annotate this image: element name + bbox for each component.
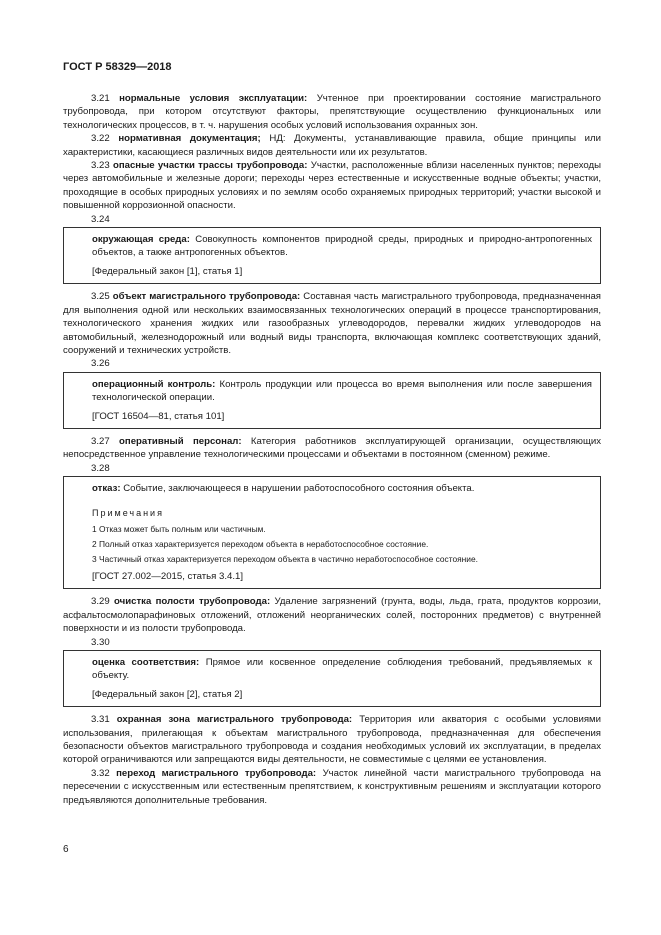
entry-3-21: 3.21 нормальные условия эксплуатации: Учтенное при проектировании состояние магистрального трубопровода, при котором отсутствуют факторы, препятствующие осуществлению функциональных или технологических процессов, в т. ч. нарушения особых условий использования охранных зон. [63,93,601,131]
note-item: 2 Полный отказ характеризуется переходом объекта в неработоспособное состояние. [92,538,429,549]
entry-3-25: 3.25 объект магистрального трубопровода: Составная часть магистрального трубопровода, предназначенная для выполнения одной или нескольких взаимосвязанных технологических операций в процессе транспортирования, технологического хранения жидких или газообразных углеводородов, перевалки жидких углеводородов на автомобильный, железнодорожный или водный виды транспорта, включающая комплекс соответствующих зданий, сооружений и технических устройств. [63,291,601,356]
definition: Совокупность компонентов природной среды, природных и природно-антропогенных объектов, а также антропогенных объектов. [92,234,592,259]
term: оперативный персонал: [119,435,242,447]
note-item: 3 Частичный отказ характеризуется переходом объекта в частично неработоспособное состояние. [92,553,478,564]
entry-3-23: 3.23 опасные участки трассы трубопровода: Участки, расположенные вблизи населенных пунктов; переходы через автомобильные и железные дороги; переходы через естественные и искусственные водные объекты; участки, проходящие в особых природных условиях и по землям особо охраняемых природных территорий; участки высокой и повышенной коррозионной опасности. [63,160,602,212]
source-reference: [Федеральный закон [2], статья 2] [92,688,243,700]
definition: Категория работников эксплуатирующей организации, осуществляющих непосредственное управление технологическими процессами и объектами в постоянном (сменном) режиме. [63,435,602,461]
entry-3-32: 3.32 переход магистрального трубопровода: Участок линейной части магистрального трубопровода на пересечении с искусственным или естественным препятствием, к конструктивным решениям и эксплуатации которого предъявляются дополнительные требования. [63,767,602,806]
definition: Событие, заключающееся в нарушении работоспособного состояния объекта. [123,483,475,495]
definition-box-3-28 [63,476,601,589]
note-item: 1 Отказ может быть полным или частичным. [92,523,266,534]
entry-number: 3.24 [91,213,110,225]
term: охранная зона магистрального трубопровода: [116,714,353,726]
page-number: 6 [63,844,69,855]
term: оценка соответствия: [92,657,200,668]
entry-3-27: 3.27 оперативный персонал: Категория работников эксплуатирующей организации, осуществляющих непосредственное управление технологическими процессами и объектами в постоянном (сменном) режиме. [63,435,602,461]
notes-title: Примечания [92,507,164,518]
definition-box-3-24 [63,227,601,284]
entry-number: 3.30 [91,636,110,648]
term: операционный контроль: [92,378,216,390]
term: отказ: [92,483,121,495]
source-reference: [ГОСТ 16504—81, статья 101] [92,410,225,422]
term: очистка полости трубопровода: [114,596,271,608]
definition: Участок линейной части магистрального трубопровода на пересечении с искусственным или естественным препятствием, к конструктивным решениям и эксплуатации которого предъявляются дополнительные требования. [63,767,602,806]
entry-3-22: 3.22 нормативная документация; НД: Документы, устанавливающие правила, общие принципы или характеристики, касающиеся различных видов деятельности или их результатов. [63,133,601,158]
definition: Участки, расположенные вблизи населенных пунктов; переходы через автомобильные и железные дороги; переходы через естественные и искусственные водные объекты; участки, проходящие в особых природных условиях и по землям особо охраняемых природных территорий; участки высокой и повышенной коррозионной опасности. [63,160,602,212]
definition: НД: Документы, устанавливающие правила, общие принципы или характеристики, касающиеся различных видов деятельности или их результатов. [63,133,601,158]
definition-box-3-30 [63,650,601,707]
definition-box-3-26 [63,372,601,429]
definition: Контроль продукции или процесса во время выполнения или после завершения технологической операции. [92,378,592,404]
definition: Учтенное при проектировании состояние магистрального трубопровода, при котором отсутствуют факторы, препятствующие осуществлению функциональных или технологических процессов, в т. ч. нарушения особых условий использования охранных зон. [63,93,601,131]
term: опасные участки трассы трубопровода: [112,160,308,172]
source-reference: [ГОСТ 27.002—2015, статья 3.4.1] [92,570,243,582]
definition: Удаление загрязнений (грунта, воды, льда, грата, продуктов коррозии, асфальтосмолопарафиновых отложений, отложений неорганических солей, посторонних предметов) с внутренней поверхности и из полости трубопровода. [63,596,602,635]
document-body [63,92,601,807]
term: нормативная документация; [118,133,261,145]
document-header: ГОСТ Р 58329—2018 [63,61,172,73]
entry-number: 3.28 [91,462,110,474]
term: нормальные условия эксплуатации: [119,93,308,104]
entry-number: 3.26 [91,358,110,370]
term: объект магистрального трубопровода: [112,291,301,303]
definition: Территория или акватория с особыми условиями использования, прилегающая к объектам магистрального трубопровода, предназначенная для обеспечения безопасности объектов магистрального трубопровода и создания необходимых условий их эксплуатации, в пределах которой ограничиваются или запрещаются виды деятельности, не совместимые с целями ее установления. [63,714,601,766]
definition: Составная часть магистрального трубопровода, предназначенная для выполнения одной или нескольких взаимосвязанных технологических операций в процессе транспортирования, технологического хранения жидких или газообразных углеводородов, перевалки жидких углеводородов на автомобильный, железнодорожный или водный виды транспорта, включающая комплекс соответствующих зданий, сооружений и технических устройств. [63,291,601,356]
term: окружающая среда: [92,234,190,246]
definition: Прямое или косвенное определение соблюдения требований, предъявляемых к объекту. [92,657,592,682]
entry-3-31: 3.31 охранная зона магистрального трубопровода: Территория или акватория с особыми условиями использования, прилегающая к объектам магистрального трубопровода, предназначенная для обеспечения безопасности объектов магистрального трубопровода и создания необходимых условий их эксплуатации, в пределах которой ограничиваются или запрещаются виды деятельности, не совместимые с целями ее установления. [63,714,601,766]
entry-3-29: 3.29 очистка полости трубопровода: Удаление загрязнений (грунта, воды, льда, грата, продуктов коррозии, асфальтосмолопарафиновых отложений, отложений неорганических солей, посторонних предметов) с внутренней поверхности и из полости трубопровода. [63,596,602,635]
source-reference: [Федеральный закон [1], статья 1] [92,265,243,277]
term: переход магистрального трубопровода: [116,767,317,779]
